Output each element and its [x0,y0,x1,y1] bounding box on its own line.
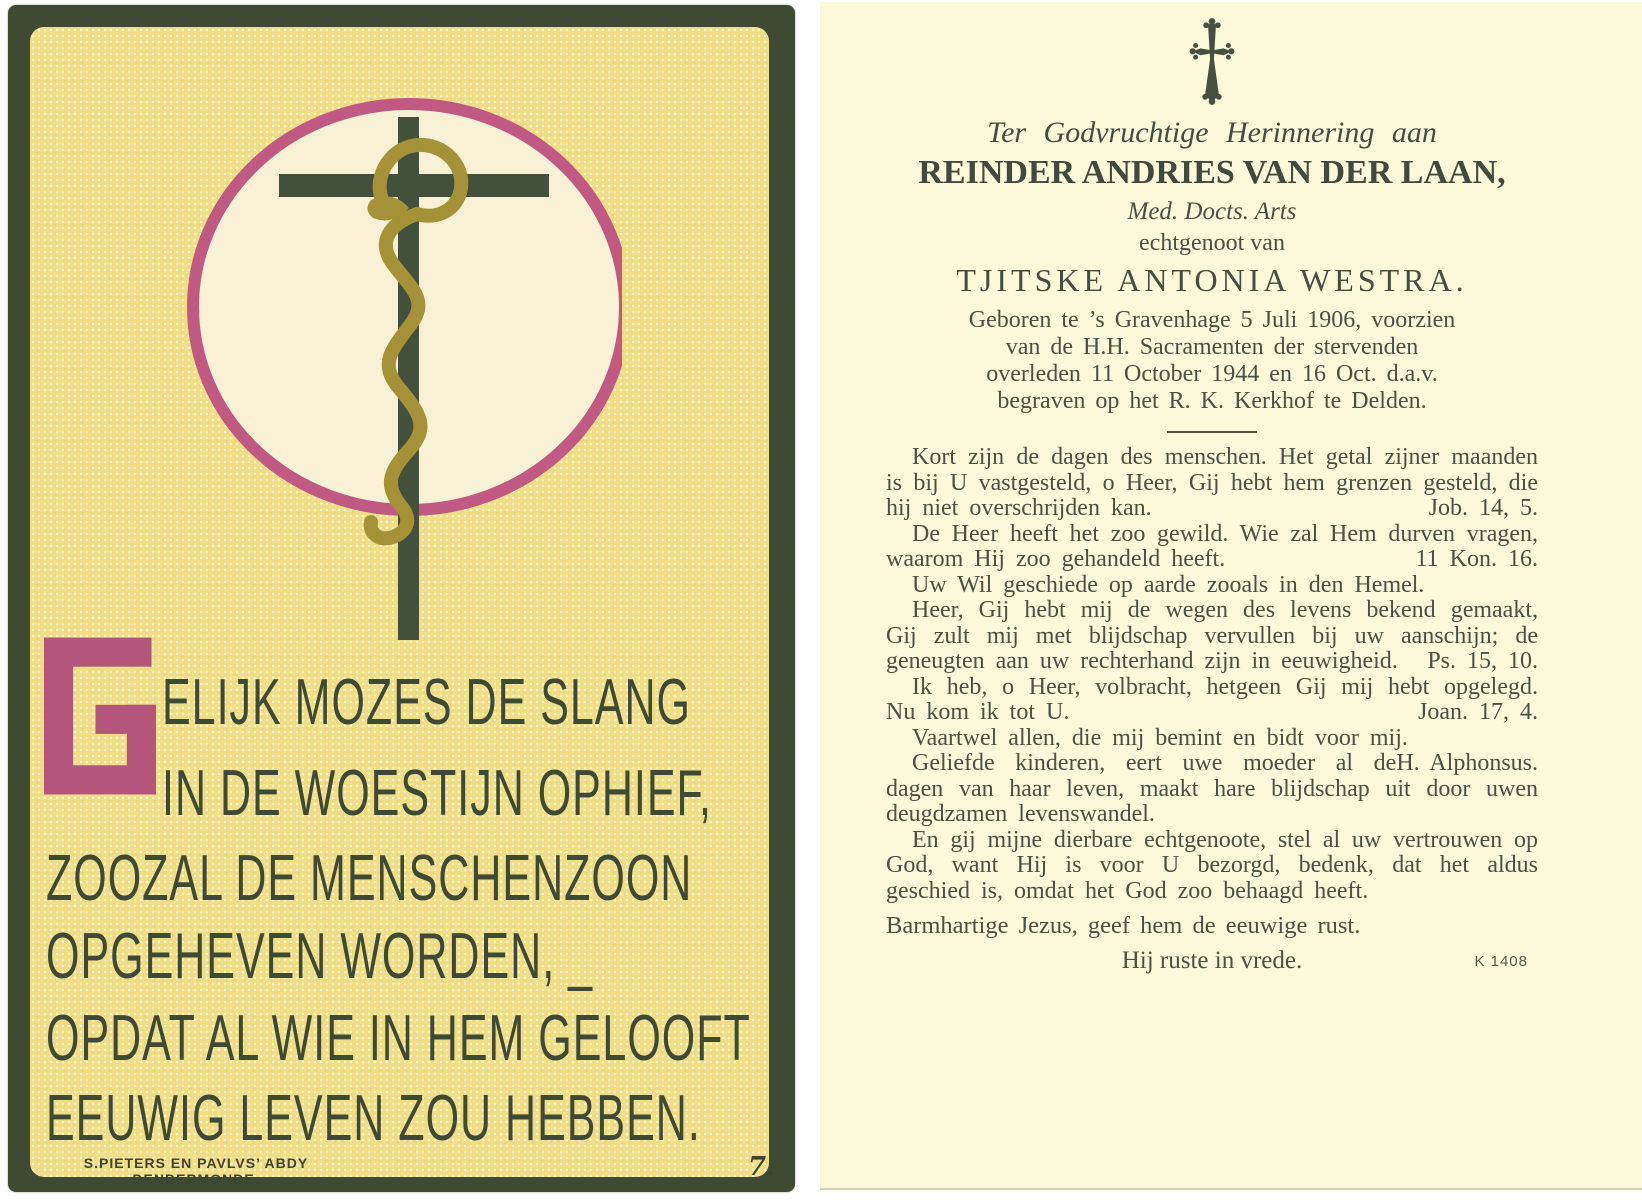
scripture-citation: 11 Kon. 16. [1415,546,1538,572]
budded-cross-icon [1183,16,1241,106]
paragraph-text: Uw Wil geschiede op aarde zooals in den Hemel. [912,571,1425,598]
scripture-citation: H. Alphonsus. [1396,750,1538,776]
verse-line: OPDAT AL WIE IN HEM GELOOFT [46,1003,751,1075]
spouse-name: TJITSKE ANTONIA WESTRA. [956,262,1468,298]
imprint-abbey: S.PIETERS EN PAVLVS’ ABDY [83,1155,309,1171]
vitals-line: begraven op het R. K. Kerkhof te Delden. [997,388,1427,414]
scripture-citation: Joan. 17, 4. [1418,699,1538,725]
prayer-paragraph [886,675,1538,726]
page-number: 7. [748,1152,776,1182]
vitals-line: Geboren te ’s Gravenhage 5 Juli 1906, voorzien [968,307,1456,333]
scripture-citation: Job. 14, 5. [1428,495,1538,521]
verse-line: EEUWIG LEVEN ZOU HEBBEN. [46,1083,701,1155]
memorial-card-back [820,2,1642,1190]
vitals-line: overleden 11 October 1944 en 16 Oct. d.a.v. [986,361,1438,387]
prayer-paragraph [886,598,1538,675]
verse-line: ELIJK MOZES DE SLANG [162,667,691,739]
memorial-card-front [8,5,795,1192]
closing-invocation: Barmhartige Jezus, geef hem de eeuwige rust. [886,912,1361,939]
verse-line: IN DE WOESTIJN OPHIEF, [162,758,712,830]
prayer-paragraph [886,828,1538,905]
brazen-serpent-emblem [142,92,622,692]
rest-in-peace: Hij ruste in vrede. [1121,947,1303,974]
prayer-paragraph [886,445,1538,522]
paragraph-text: Vaartwel allen, die mij bemint en bidt voor mij. [912,724,1408,751]
verse-line: OPGEHEVEN WORDEN, _ [46,921,594,993]
paragraph-text: Heer, Gij hebt mij de wegen des levens bekend gemaakt, Gij zult mij met blijdschap vervullen bij uw aanschijn; de geneugten aan uw rechterhand zijn in eeuwigheid. [886,597,1538,674]
scripture-citation: Ps. 15, 10. [1427,648,1538,674]
verse-line: ZOOZAL DE MENSCHENZOON [46,843,693,915]
deceased-title: Med. Docts. Arts [1127,198,1297,225]
paragraph-text: Ik heb, o Heer, volbracht, hetgeen Gij mij hebt opgelegd. Nu kom ik tot U. [886,673,1538,725]
memorial-heading: Ter Godvruchtige Herinnering aan [987,116,1437,149]
print-code: K 1408 [1474,953,1528,970]
card-front-background [30,27,776,1187]
paragraph-text: De Heer heeft het zoo gewild. Wie zal Hem durven vragen, waarom Hij zoo gehandeld heeft. [886,520,1538,572]
section-divider [1167,431,1257,433]
paragraph-text: En gij mijne dierbare echtgenoote, stel al uw vertrouwen op God, want Hij is voor U bezorgd, bedenk, dat het aldus geschied is, omdat het God zoo behaagd heeft. [886,826,1538,904]
prayer-paragraph [886,724,1538,776]
dropcap-g [44,637,156,795]
paragraph-text: Kort zijn de dagen des menschen. Het getal zijner maanden is bij U vastgesteld, o Heer, Gij hebt hem grenzen gesteld, die hij niet overschrijden kan. [886,444,1538,521]
spouse-of-label: echtgenoot van [1139,230,1285,256]
rest-in-peace-row [886,947,1538,975]
prayer-paragraph [886,573,1538,599]
imprint-city: DENDERMONDE. [132,1171,260,1187]
vitals-line: van de H.H. Sacramenten der stervenden [1005,334,1419,360]
vital-dates [886,307,1538,415]
printer-imprint [46,1155,346,1187]
paragraph-text: Geliefde kinderen, eert uwe moeder al de dagen van haar leven, maakt hare blijdschap uit door uwen deugdzamen levenswandel. [886,750,1538,827]
prayer-paragraph [886,522,1538,573]
deceased-name: REINDER ANDRIES VAN DER LAAN, [918,154,1506,191]
